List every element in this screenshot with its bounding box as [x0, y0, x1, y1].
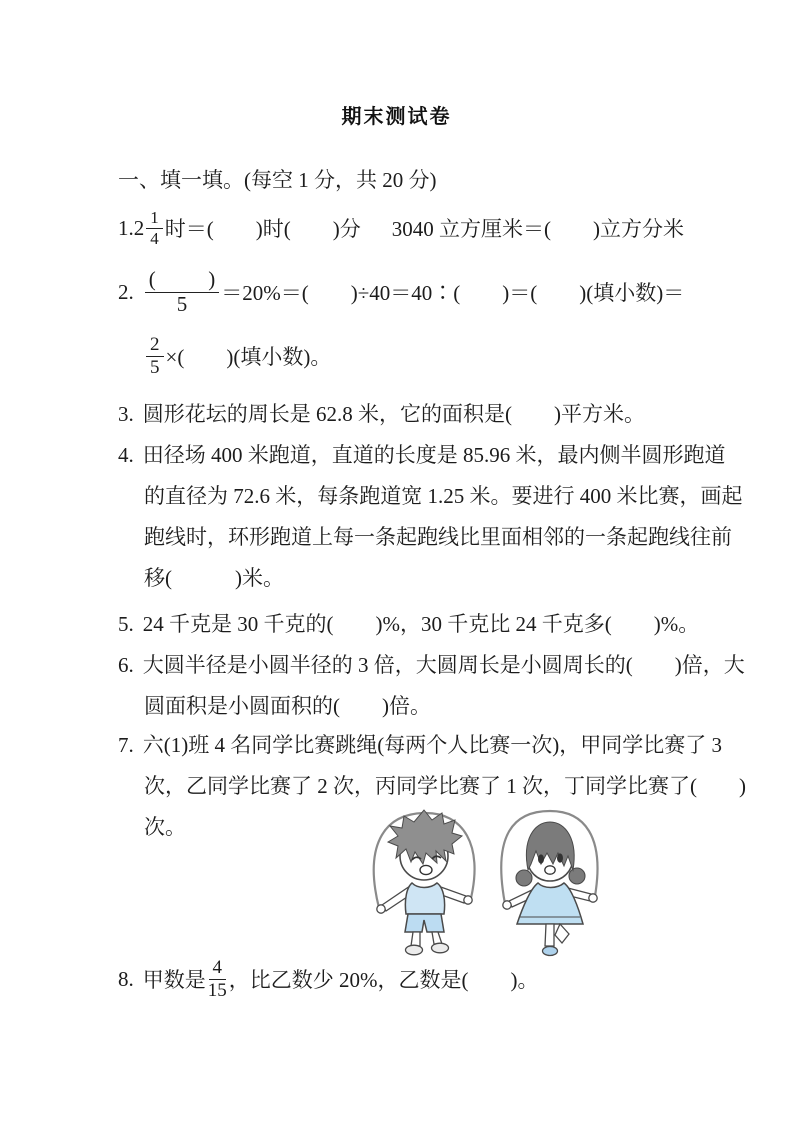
girl-figure: [501, 811, 597, 956]
fraction-numerator: 2: [146, 334, 164, 356]
girl-pigtail-right: [569, 868, 585, 884]
fraction-denominator: 5: [176, 291, 188, 316]
question-8-after-fraction: ，比乙数少 20%，乙数是( )。: [228, 968, 539, 992]
question-4-number: 4.: [118, 443, 134, 467]
question-1-part2: 3040 立方厘米＝( )立方分米: [391, 217, 684, 241]
jump-rope-illustration: [352, 806, 622, 960]
question-6-line: 圆面积是小圆面积的( )倍。: [144, 694, 431, 718]
question-2-number: 2.: [118, 279, 134, 304]
question-5-number: 5.: [118, 612, 134, 636]
boy-mouth: [420, 865, 432, 874]
girl-eye-right: [557, 853, 563, 862]
question-5-text: 24 千克是 30 千克的( )%，30 千克比 24 千克多( )%。: [142, 612, 700, 636]
question-7-line: 次。: [144, 815, 186, 839]
question-1-number: 1.: [118, 215, 134, 240]
question-4-line: 的直径为 72.6 米，每条跑道宽 1.25 米。要进行 400 米比赛，画起: [144, 484, 743, 508]
fraction-numerator: 4: [209, 957, 227, 979]
question-2-line-2: [144, 328, 710, 384]
page-title: 期末测试卷: [341, 104, 452, 128]
fraction-denominator: 5: [150, 356, 160, 378]
girl-pigtail-left: [516, 870, 532, 886]
fraction-denominator: 4: [150, 228, 159, 248]
question-4: [118, 435, 743, 599]
question-2-line-2-text: ×( )(填小数)。: [165, 345, 332, 369]
question-2-equalities: ＝20%＝( )÷40＝40∶( )＝( )(填小数)＝: [221, 281, 685, 305]
fraction-numerator: ( ): [145, 268, 220, 293]
fraction-blank-over-5: [145, 268, 220, 316]
question-4-line: 跑线时，环形跑道上每一条起跑线比里面相邻的一条起跑线往前: [144, 525, 732, 549]
fraction-two-fifths: [146, 334, 164, 378]
question-7-number: 7.: [118, 733, 134, 757]
question-1: [118, 200, 684, 256]
fraction-denominator: 15: [207, 979, 227, 1001]
boy-shorts: [405, 914, 444, 932]
fraction-one-fourth: [146, 208, 163, 247]
question-7-line: 六(1)班 4 名同学比赛跳绳(每两个人比赛一次)，甲同学比赛了 3: [142, 733, 722, 757]
question-3-number: 3.: [118, 402, 134, 426]
question-4-line: 田径场 400 米跑道，直道的长度是 85.96 米，最内侧半圆形跑道: [142, 443, 726, 467]
question-1-mixed-whole: 2: [133, 215, 145, 240]
question-2-line-1: [118, 264, 684, 320]
question-8: [118, 951, 684, 1007]
question-4-line: 移( )米。: [144, 566, 284, 590]
girl-eye-left: [538, 854, 544, 863]
question-8-before-fraction: 甲数是: [142, 968, 206, 992]
question-1-part1: 时＝( )时( )分: [164, 217, 361, 241]
question-7-line: 次，乙同学比赛了 2 次，丙同学比赛了 1 次，丁同学比赛了( ): [144, 774, 746, 798]
question-6-number: 6.: [118, 653, 134, 677]
question-5: [118, 604, 700, 645]
section-heading: 一、填一填。(每空 1 分，共 20 分): [118, 168, 437, 192]
question-3-text: 圆形花坛的周长是 62.8 米，它的面积是( )平方米。: [142, 402, 645, 426]
question-3: [118, 394, 684, 435]
fraction-four-fifteenths: [208, 957, 227, 1001]
boy-shirt: [405, 883, 444, 914]
boy-figure: [374, 810, 475, 955]
fraction-numerator: 1: [146, 208, 163, 228]
girl-mouth: [545, 866, 555, 874]
question-6-line: 大圆半径是小圆半径的 3 倍，大圆周长是小圆周长的( )倍，大: [142, 653, 745, 677]
question-6: [118, 645, 745, 727]
question-8-number: 8.: [118, 966, 134, 991]
